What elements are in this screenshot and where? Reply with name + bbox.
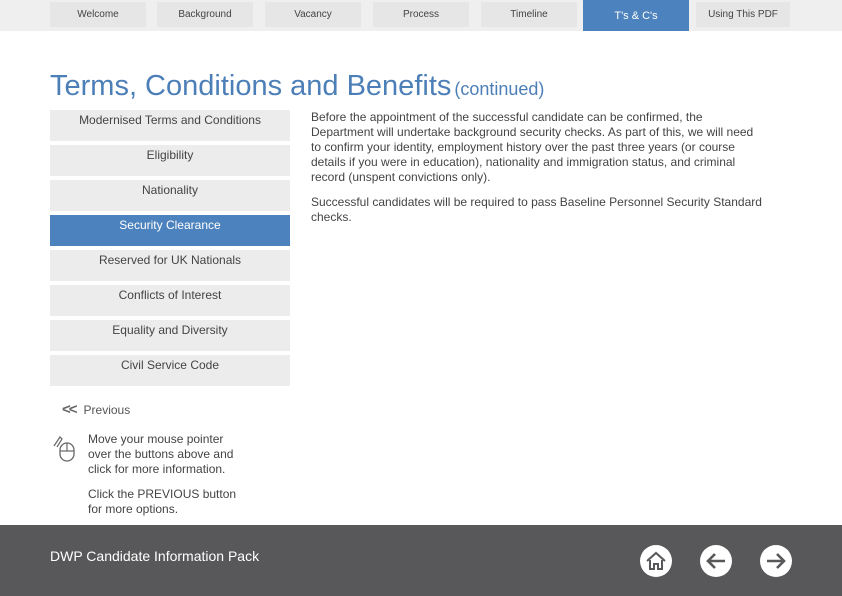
footer	[0, 525, 842, 596]
sidebar-item-eligibility[interactable]: Eligibility	[50, 145, 290, 177]
page-title-subtitle: (continued)	[454, 79, 545, 99]
sidebar-item-equality-diversity[interactable]: Equality and Diversity	[50, 320, 290, 352]
tab-using-this-pdf[interactable]: Using This PDF	[696, 2, 790, 27]
forward-arrow-icon[interactable]	[759, 544, 793, 578]
double-chevron-left-icon: <<	[62, 401, 76, 418]
tab-vacancy[interactable]: Vacancy	[265, 2, 361, 27]
page-title-main: Terms, Conditions and Benefits	[50, 70, 452, 102]
instruction-mouse-text: Move your mouse pointer over the buttons above and click for more information.	[88, 432, 234, 476]
home-icon[interactable]	[639, 544, 673, 578]
footer-title: DWP Candidate Information Pack	[50, 548, 260, 564]
sidebar-item-modernised-terms[interactable]: Modernised Terms and Conditions	[50, 110, 290, 142]
instruction-previous-text: Click the PREVIOUS button for more options.	[88, 487, 237, 516]
sidebar-item-conflicts-of-interest[interactable]: Conflicts of Interest	[50, 285, 290, 317]
top-navigation	[0, 0, 842, 31]
sidebar-item-security-clearance[interactable]: Security Clearance	[50, 215, 290, 247]
mouse-pointer-icon	[52, 434, 78, 462]
back-arrow-icon[interactable]	[699, 544, 733, 578]
tab-ts-and-cs[interactable]: T's & C's	[583, 0, 689, 31]
previous-button[interactable]	[62, 401, 130, 418]
previous-label: Previous	[83, 402, 131, 417]
page-title	[50, 70, 544, 103]
tab-background[interactable]: Background	[157, 2, 253, 27]
content-paragraph: Successful candidates will be required to pass Baseline Personnel Security Standard checks.	[311, 195, 762, 224]
tab-timeline[interactable]: Timeline	[481, 2, 577, 27]
tab-process[interactable]: Process	[373, 2, 469, 27]
tab-welcome[interactable]: Welcome	[50, 2, 146, 27]
sidebar-item-civil-service-code[interactable]: Civil Service Code	[50, 355, 290, 387]
main-content	[311, 110, 766, 235]
content-paragraph: Before the appointment of the successful candidate can be confirmed, the Department will undertake background security checks. As part of this, we will need to confirm your identity, employment history over the past three years (or course details if you were in education), nationality and immigration status, and criminal record (unspent convictions only).	[311, 110, 754, 184]
sidebar-item-nationality[interactable]: Nationality	[50, 180, 290, 212]
sidebar-item-reserved-uk-nationals[interactable]: Reserved for UK Nationals	[50, 250, 290, 282]
